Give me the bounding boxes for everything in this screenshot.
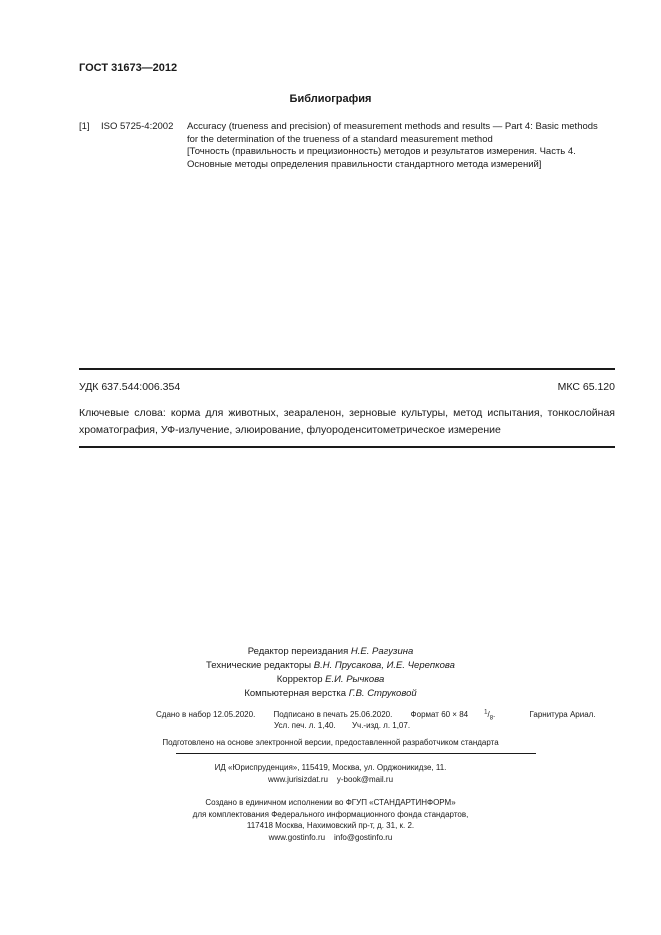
format: Формат 60 × 84 $^1/_8$. [410, 709, 496, 722]
credit-corrector: Корректор Е.И. Рычкова [276, 674, 385, 685]
credit-editor: Редактор переиздания Н.Е. Рагузина [247, 646, 414, 657]
keywords: Ключевые слова: корма для животных, зеараленон, зерновые культуры, метод испытания, тонкослойная хроматография, УФ-излучение, элюирование, флуороденситометрическое измерение [79, 407, 615, 436]
printer-email-link[interactable]: info@gostinfo.ru [333, 832, 393, 842]
entry-line: [Точность (правильность и прецизионность) методов и результатов измерения. Часть 4. [187, 146, 576, 157]
bibliography-title: Библиография [289, 93, 372, 105]
entry-reference: ISO 5725-4:2002 [101, 121, 174, 132]
printer-contacts [0, 832, 661, 844]
printer-line3: 117418 Москва, Нахимовский пр-т, д. 31, к. 2. [246, 821, 415, 830]
entry-line: Основные методы определения правильности стандартного метода измерений] [187, 158, 542, 170]
credits-block [0, 645, 661, 701]
entry-description [187, 121, 619, 171]
publisher-site-link[interactable]: www.jurisizdat.ru [267, 775, 328, 784]
entry-number: [1] [79, 121, 90, 132]
publisher-block [0, 762, 661, 786]
standard-code: ГОСТ 31673—2012 [79, 62, 178, 74]
udc-code: УДК 637.544:006.354 [79, 381, 181, 393]
signed-date: Подписано в печать 25.06.2020. [273, 709, 393, 719]
entry-line: for the determination of the trueness of a standard measurement method [187, 133, 493, 145]
mks-code: МКС 65.120 [557, 381, 615, 393]
printer-block [0, 797, 661, 843]
printer-site-link[interactable]: www.gostinfo.ru [268, 832, 326, 842]
printer-line2: для комплектования Федерального информационного фонда стандартов, [192, 809, 469, 819]
printer-line1: Создано в единичном исполнении во ФГУП «СТАНДАРТИНФОРМ» [205, 798, 456, 807]
publisher-contacts [0, 774, 661, 786]
publisher-address: ИД «Юриспруденция», 115419, Москва, ул. Орджоникидзе, 11. [214, 763, 447, 772]
divider-small [176, 753, 536, 754]
credit-layout: Компьютерная верстка Г.В. Струковой [244, 688, 417, 699]
typeface: Гарнитура Ариал. [529, 709, 596, 719]
prepared-note: Подготовлено на основе электронной версии, предоставленной разработчиком стандарта [162, 738, 499, 747]
publisher-email-link[interactable]: y-book@mail.ru [336, 775, 394, 784]
divider-top [79, 368, 615, 370]
print-info-line2 [274, 721, 424, 730]
entry-line: Accuracy (trueness and precision) of measurement methods and results — Part 4: Basic methods [187, 121, 598, 132]
divider-bottom [79, 446, 615, 448]
print-info-line1 [156, 709, 612, 721]
print-sheets: Усл. печ. л. 1,40. [274, 721, 336, 730]
credit-tech-editors: Технические редакторы В.Н. Прусакова, И.Е. Черепкова [206, 660, 455, 671]
pub-sheets: Уч.-изд. л. 1,07. [351, 721, 411, 730]
submitted-date: Сдано в набор 12.05.2020. [156, 709, 256, 719]
